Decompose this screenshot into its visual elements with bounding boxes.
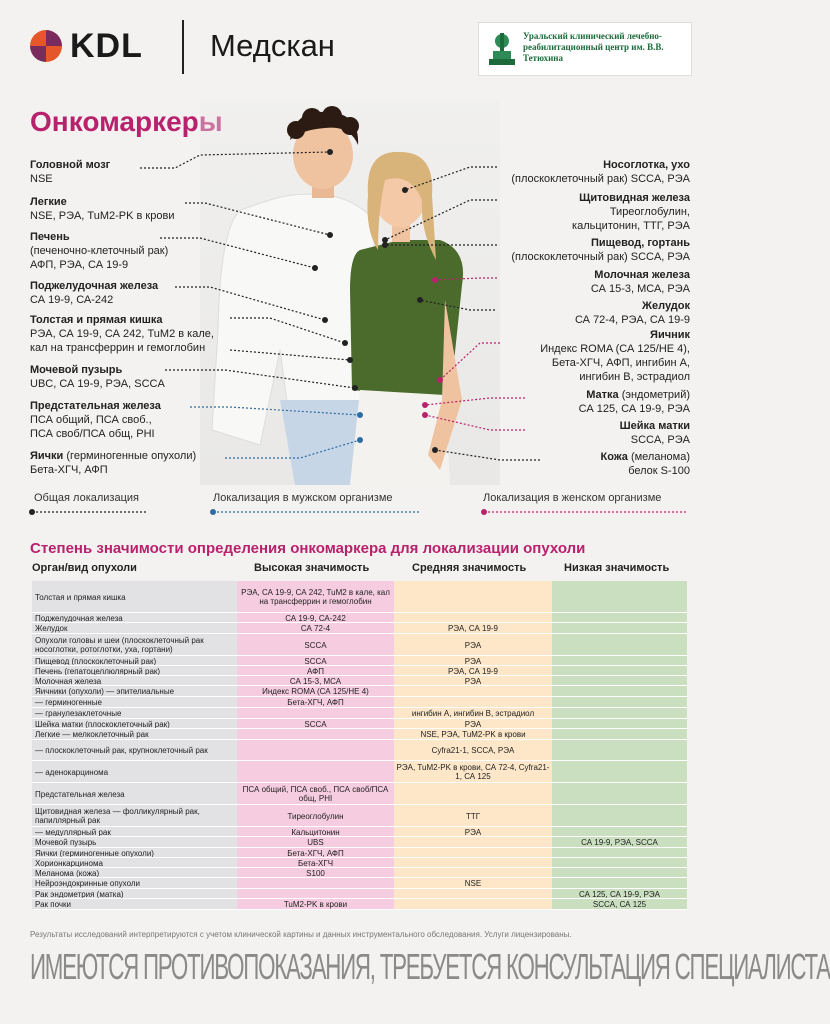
table-cell-organ: — медуллярный рак xyxy=(32,827,237,837)
table-cell-organ: Опухоли головы и шеи (плоскоклеточный рак носоглотки, ротоглотки, уха, гортани) xyxy=(32,634,237,656)
table-row xyxy=(32,656,687,666)
table-row xyxy=(32,783,687,805)
label-ovary: Яичник Индекс ROMA (СА 125/НЕ 4), Бета-ХГЧ, АФП, ингибин А, ингибин В, эстрадиол xyxy=(540,329,690,383)
table-cell-medium: РЭА, СА 19-9 xyxy=(394,666,552,676)
warning: ИМЕЮТСЯ ПРОТИВОПОКАЗАНИЯ, ТРЕБУЕТСЯ КОНСУЛЬТАЦИЯ СПЕЦИАЛИСТА xyxy=(30,946,830,987)
table-row xyxy=(32,878,687,889)
table-cell-low xyxy=(552,805,687,827)
table-cell-organ: — плоскоклеточный рак, крупноклеточный рак xyxy=(32,740,237,761)
table-cell-medium: РЭА xyxy=(394,719,552,729)
table-cell-organ: Рак почки xyxy=(32,899,237,910)
table-cell-high: Тиреоглобулин xyxy=(237,805,394,827)
table-header-high: Высокая значимость xyxy=(254,562,370,574)
brand-name: KDL xyxy=(70,27,143,65)
table-cell-high: Бета-ХГЧ xyxy=(237,858,394,868)
clinic-emblem-icon xyxy=(487,29,517,67)
label-cervix: Шейка матки SCCA, РЭА xyxy=(619,420,690,446)
table-row xyxy=(32,634,687,656)
table-cell-high xyxy=(237,740,394,761)
table-cell-low xyxy=(552,740,687,761)
table-row xyxy=(32,676,687,686)
table-cell-low: SCCA, СА 125 xyxy=(552,899,687,910)
table-cell-high: АФП xyxy=(237,666,394,676)
table-cell-organ: Поджелудочная железа xyxy=(32,613,237,623)
page-title: Онкомаркеры xyxy=(30,106,223,137)
table-cell-high: Бета-ХГЧ, АФП xyxy=(237,848,394,858)
label-testes: Яички (герминогенные опухоли) Бета-ХГЧ, АФП xyxy=(30,450,197,476)
table-cell-medium: NSE, РЭА, TuM2-PK в крови xyxy=(394,729,552,740)
table-row xyxy=(32,729,687,740)
table-cell-high: S100 xyxy=(237,868,394,878)
table-cell-organ: Рак эндометрия (матка) xyxy=(32,889,237,899)
label-lungs: Легкие NSE, РЭА, TuM2-PK в крови xyxy=(30,196,175,222)
table-cell-high: СА 19-9, СА-242 xyxy=(237,613,394,623)
label-brain: Головной мозг NSE xyxy=(30,159,111,185)
table-cell-organ: Щитовидная железа — фолликулярный рак, папиллярный рак xyxy=(32,805,237,827)
table-cell-medium: NSE xyxy=(394,878,552,889)
table-cell-high: ПСА общий, ПСА своб., ПСА своб/ПСА общ, PHI xyxy=(237,783,394,805)
table-cell-organ: — аденокарцинома xyxy=(32,761,237,783)
table-cell-organ: Желудок xyxy=(32,623,237,634)
table-cell-organ: Нейроэндокринные опухоли xyxy=(32,878,237,889)
label-breast: Молочная железа СА 15-3, МСА, РЭА xyxy=(590,269,690,295)
label-pancreas: Поджелудочная железа СА 19-9, СА-242 xyxy=(30,280,159,306)
table-row xyxy=(32,761,687,783)
table-cell-organ: — гранулезаклеточные xyxy=(32,708,237,719)
table-cell-medium: ТТГ xyxy=(394,805,552,827)
table-cell-organ: Молочная железа xyxy=(32,676,237,686)
table-row xyxy=(32,666,687,676)
table-cell-high: Индекс ROMA (СА 125/НЕ 4) xyxy=(237,686,394,697)
label-stomach: Желудок СА 72-4, РЭА, СА 19-9 xyxy=(574,300,690,326)
table-cell-medium: ингибин А, ингибин В, эстрадиол xyxy=(394,708,552,719)
label-skin: Кожа (меланома) белок S-100 xyxy=(600,451,690,477)
table-cell-organ: Легкие — мелкоклеточный рак xyxy=(32,729,237,740)
table-cell-organ: Печень (гепатоцеллюлярный рак) xyxy=(32,666,237,676)
header-divider xyxy=(182,20,184,74)
table-cell-low: СА 19-9, РЭА, SCCA xyxy=(552,837,687,848)
label-uterus: Матка (эндометрий) СА 125, СА 19-9, РЭА xyxy=(578,389,690,415)
label-prostate: Предстательная железа ПСА общий, ПСА своб., ПСА своб/ПСА общ, PHI xyxy=(30,400,161,440)
table-row xyxy=(32,697,687,708)
table-row xyxy=(32,686,687,697)
label-colon: Толстая и прямая кишка РЭА, СА 19-9, СА 242, TuM2 в кале, кал на трансферрин и гемоглобин xyxy=(30,314,214,354)
clinic-logo xyxy=(478,22,692,76)
table-cell-organ: Предстательная железа xyxy=(32,783,237,805)
table-cell-organ: Шейка матки (плоскоклеточный рак) xyxy=(32,719,237,729)
table-cell-medium: Cyfra21-1, SCCA, РЭА xyxy=(394,740,552,761)
table-cell-medium: РЭА xyxy=(394,656,552,666)
table-cell-high: UBS xyxy=(237,837,394,848)
label-nasopharynx: Носоглотка, ухо (плоскоклеточный рак) SCCA, РЭА xyxy=(511,159,690,185)
disclaimer: Результаты исследований интерпретируются с учетом клинической картины и данных инструментального обследования. Услуги лицензированы. xyxy=(30,930,572,939)
table-cell-high: Бета-ХГЧ, АФП xyxy=(237,697,394,708)
table-cell-high: SCCA xyxy=(237,634,394,656)
table-row xyxy=(32,708,687,719)
table-cell-organ: Мочевой пузырь xyxy=(32,837,237,848)
table-cell-medium: РЭА xyxy=(394,676,552,686)
table-cell-organ: — герминогенные xyxy=(32,697,237,708)
table-row xyxy=(32,740,687,761)
table-cell-organ: Пищевод (плоскоклеточный рак) xyxy=(32,656,237,666)
table-cell-organ: Меланома (кожа) xyxy=(32,868,237,878)
table-row xyxy=(32,858,687,868)
table-row xyxy=(32,719,687,729)
table-row xyxy=(32,889,687,899)
table-header-organ: Орган/вид опухоли xyxy=(32,562,137,574)
legend-male: Локализация в мужском организме xyxy=(213,492,393,504)
table-row xyxy=(32,623,687,634)
table-cell-organ: Яичники (опухоли) — эпителиальные xyxy=(32,686,237,697)
table-cell-high: СА 15-3, МСА xyxy=(237,676,394,686)
table-cell-organ: Хорионкарцинома xyxy=(32,858,237,868)
table-row xyxy=(32,837,687,848)
table-cell-high: Кальцитонин xyxy=(237,827,394,837)
label-esophagus: Пищевод, гортань (плоскоклеточный рак) SCCA, РЭА xyxy=(511,237,690,263)
table-header-low: Низкая значимость xyxy=(564,562,670,574)
table-cell-medium: РЭА xyxy=(394,827,552,837)
table-cell-high: СА 72-4 xyxy=(237,623,394,634)
table-title: Степень значимости определения онкомаркера для локализации опухоли xyxy=(30,540,586,557)
table-cell-medium: РЭА, СА 19-9 xyxy=(394,623,552,634)
table-row xyxy=(32,868,687,878)
header xyxy=(0,0,724,100)
table-cell-high: SCCA xyxy=(237,656,394,666)
kdl-logo-icon xyxy=(30,30,62,62)
table-cell-high: TuM2-PK в крови xyxy=(237,899,394,910)
table-cell-organ: Яички (герминогенные опухоли) xyxy=(32,848,237,858)
table-header-medium: Средняя значимость xyxy=(412,562,527,574)
table-cell-low xyxy=(552,761,687,783)
table-cell-high xyxy=(237,761,394,783)
couple-photo xyxy=(200,100,500,485)
legend-general: Общая локализация xyxy=(34,492,139,504)
partner-name: Медскан xyxy=(210,28,335,63)
table-cell-high: SCCA xyxy=(237,719,394,729)
table-row xyxy=(32,613,687,623)
table-row xyxy=(32,848,687,858)
table-cell-low xyxy=(552,634,687,656)
table-cell-low xyxy=(552,783,687,805)
clinic-name: Уральский клинический лечебно-реабилитационный центр им. В.В. Тетюхина xyxy=(523,31,664,63)
table-row xyxy=(32,581,687,613)
label-bladder: Мочевой пузырь UBC, СА 19-9, РЭА, SCCA xyxy=(30,364,165,390)
table-row xyxy=(32,827,687,837)
table-cell-medium: РЭА xyxy=(394,634,552,656)
table-cell-low: СА 125, СА 19-9, РЭА xyxy=(552,889,687,899)
table-cell-high: РЭА, СА 19-9, СА 242, TuM2 в кале, кал на трансферрин и гемоглобин xyxy=(237,581,394,613)
table-cell-low xyxy=(552,581,687,613)
table-row xyxy=(32,899,687,910)
label-thyroid: Щитовидная железа Тиреоглобулин, кальцитонин, ТТГ, РЭА xyxy=(572,192,690,232)
table-cell-medium xyxy=(394,783,552,805)
table-cell-organ: Толстая и прямая кишка xyxy=(32,581,237,613)
legend-female: Локализация в женском организме xyxy=(483,492,662,504)
table-cell-medium: РЭА, TuM2-PK в крови, СА 72-4, Cyfra21-1, СА 125 xyxy=(394,761,552,783)
label-liver: Печень (печеночно-клеточный рак) АФП, РЭА, СА 19-9 xyxy=(30,231,169,271)
table-row xyxy=(32,805,687,827)
table-cell-medium xyxy=(394,581,552,613)
